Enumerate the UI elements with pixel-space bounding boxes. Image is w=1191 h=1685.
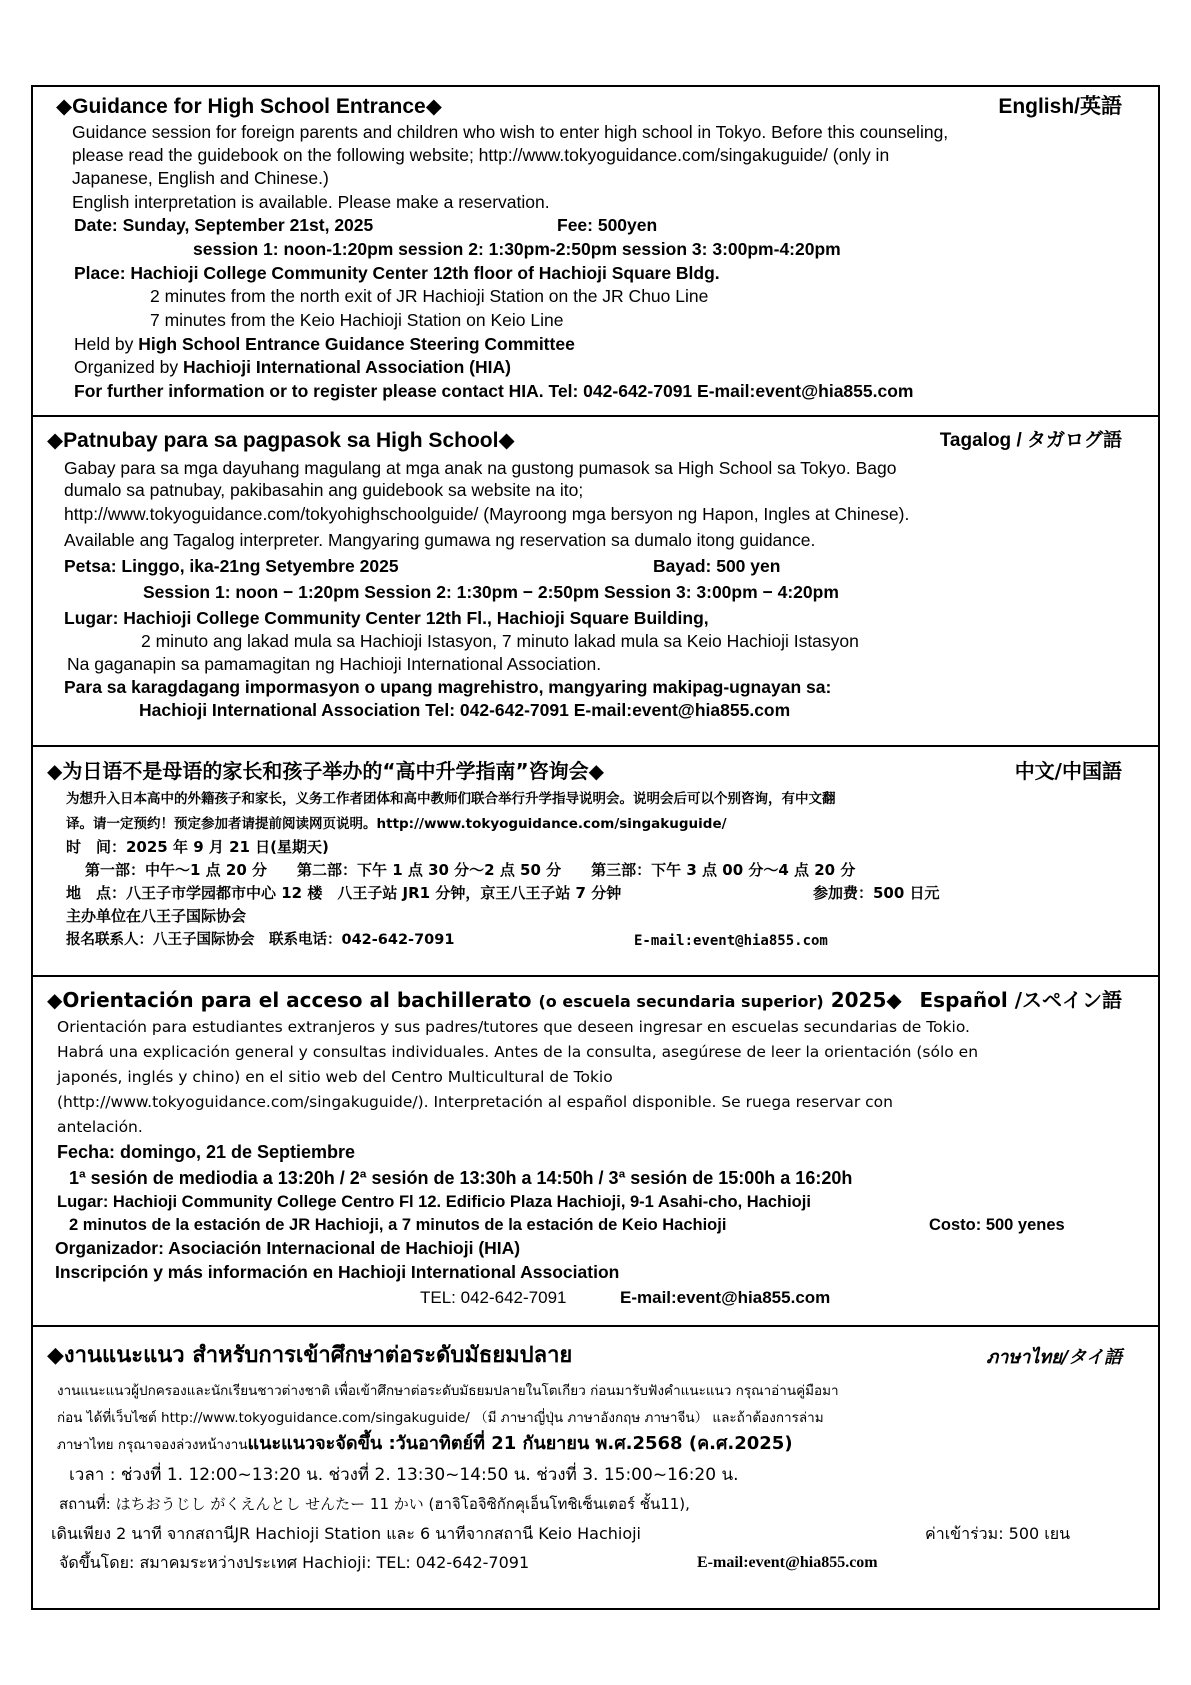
contact-info: Hachioji International Association Tel: 042-642-7091 E-mail:event@hia855.com: [139, 700, 791, 720]
title-main: ◆Orientación para el acceso al bachillerato: [47, 988, 539, 1012]
event-date: Date: Sunday, September 21st, 2025: [74, 215, 374, 235]
title-note: (o escuela secundaria superior): [538, 992, 824, 1011]
contact-email: E-mail:event@hia855.com: [634, 933, 828, 949]
organizer: Organizador: Asociación Internacional de Hachioji (HIA): [55, 1238, 521, 1258]
description-line: (http://www.tokyoguidance.com/singakuguide/). Interpretación al español disponible. Se ruega reservar con: [57, 1093, 893, 1111]
language-label: Tagalog / タガログ語: [939, 430, 1122, 451]
document-frame: [31, 85, 1160, 1610]
session-times: Session 1: noon − 1:20pm Session 2: 1:30pm − 2:50pm Session 3: 3:00pm − 4:20pm: [143, 582, 839, 602]
contact-tel: TEL: 042-642-7091: [420, 1288, 567, 1307]
description-line: English interpretation is available. Please make a reservation.: [72, 192, 550, 212]
held-by: [74, 336, 575, 354]
host: 主办单位在八王子国际协会: [66, 907, 247, 925]
session-times: 1ª sesión de mediodia a 13:20h / 2ª sesión de 13:30h a 14:50h / 3ª sesión de 15:00h a 16:20h: [69, 1168, 853, 1188]
event-fee: Bayad: 500 yen: [653, 556, 781, 576]
contact-email: E-mail:event@hia855.com: [697, 1554, 878, 1571]
description-line: Guidance session for foreign parents and children who wish to enter high school in Tokyo. Before this counseling,: [72, 122, 949, 142]
description-line: 译。请一定预约！预定参加者请提前阅读网页说明。http://www.tokyoguidance.com/singakuguide/: [66, 816, 727, 832]
description-line: 为想升入日本高中的外籍孩子和家长，义务工作者团体和高中教师们联合举行升学指导说明会。说明会后可以个别咨询，有中文翻: [66, 791, 836, 807]
description-line: Available ang Tagalog interpreter. Mangyaring gumawa ng reservation sa dumalo itong guidance.: [64, 530, 816, 550]
held-by-prefix: Held by: [74, 334, 139, 354]
section-title: [47, 990, 902, 1010]
event-fee: Fee: 500yen: [557, 215, 658, 235]
session-times: session 1: noon-1:20pm session 2: 1:30pm-2:50pm session 3: 3:00pm-4:20pm: [193, 239, 841, 259]
description-line: Habrá una explicación general y consultas individuales. Antes de la consulta, asegúrese de leer la orientación (sólo en: [57, 1043, 979, 1061]
event-place: สถานที่: はちおうじし がくえんとし せんたー 11 かい (ฮาจิโอจิซิกักคุเอ็นโทชิเซ็นเตอร์ ชั้น11),: [59, 1495, 690, 1513]
section-title: ◆งานแนะแนว สำหรับการเข้าศึกษาต่อระดับมัธยมปลาย: [47, 1343, 573, 1368]
description-line: ก่อน ได้ที่เว็บไซต์ http://www.tokyoguidance.com/singakuguide/ （มี ภาษาญี่ปุ่น ภาษาอังกฤษ ภาษาจีน） และถ้าต้องการล่าม: [57, 1410, 824, 1426]
description-line: dumalo sa patnubay, pakibasahin ang guidebook sa website na ito;: [64, 480, 584, 500]
registration-info: Inscripción y más información en Hachioji International Association: [55, 1262, 620, 1282]
direction-line: 2 minutes from the north exit of JR Hachioji Station on the JR Chuo Line: [150, 286, 709, 306]
event-date: Fecha: domingo, 21 de Septiembre: [57, 1142, 356, 1162]
language-label: English/英語: [998, 95, 1122, 118]
event-fee: ค่าเข้าร่วม: 500 เยน: [925, 1524, 1071, 1543]
language-label: ภาษาไทย/タイ語: [986, 1347, 1122, 1368]
organized-by: [74, 359, 511, 377]
description-line: Japanese, English and Chinese.): [72, 168, 329, 188]
description-line: please read the guidebook on the following website; http://www.tokyoguidance.com/singakuguide/ (only in: [72, 145, 890, 165]
section-title: ◆为日语不是母语的家长和孩子举办的“高中升学指南”咨询会◆: [47, 759, 605, 783]
held-by: Na gaganapin sa pamamagitan ng Hachioji International Association.: [67, 654, 602, 674]
direction-line: 2 minutos de la estación de JR Hachioji, a 7 minutos de la estación de Keio Hachioji: [69, 1216, 727, 1234]
section-english: [33, 87, 1158, 417]
section-title: ◆Patnubay para sa pagpasok sa High School◆: [47, 429, 515, 452]
event-place: 地 点：八王子市学园都市中心 12 楼 八王子站 JR1 分钟，京王八王子站 7 分钟: [66, 884, 622, 902]
event-date: Petsa: Linggo, ika-21ng Setyembre 2025: [64, 556, 399, 576]
contact-info: 报名联系人：八王子国际协会 联系电话：042-642-7091: [66, 932, 455, 948]
description-line: [57, 1435, 793, 1453]
event-date: แนะแนวจะจัดขึ้น :วันอาทิตย์ที่ 21 กันยายน พ.ศ.2568 (ค.ศ.2025): [247, 1433, 793, 1454]
description-line: http://www.tokyoguidance.com/tokyohighschoolguide/ (Mayroong mga bersyon ng Hapon, Ingles at Chinese).: [64, 504, 910, 524]
event-place: Place: Hachioji College Community Center 12th floor of Hachioji Square Bldg.: [74, 263, 720, 283]
description-line: งานแนะแนวผู้ปกครองและนักเรียนชาวต่างชาติ เพื่อเข้าศึกษาต่อระดับมัธยมปลายในโตเกียว ก่อนมารับฟังคำแนะแนว กรุณาอ่านคู่มือมา: [57, 1383, 839, 1399]
description-line: antelación.: [57, 1118, 143, 1136]
event-fee: 参加费：500 日元: [813, 884, 940, 902]
organizer: จัดขึ้นโดย: สมาคมระหว่างประเทศ Hachioji: TEL: 042-642-7091: [59, 1553, 530, 1572]
event-place: Lugar: Hachioji College Community Center 12th Fl., Hachioji Square Building,: [64, 608, 709, 628]
section-tagalog: [33, 417, 1158, 747]
section-title: ◆Guidance for High School Entrance◆: [56, 95, 442, 118]
language-label: Español /スペイン語: [919, 988, 1122, 1012]
contact-info: For further information or to register please contact HIA. Tel: 042-642-7091 E-mail:event@hia855.com: [74, 381, 914, 401]
session-times: 第一部：中午～1 点 20 分 第二部：下午 1 点 30 分～2 点 50 分 第三部：下午 3 点 00 分～4 点 20 分: [85, 861, 856, 879]
direction-line: 7 minutes from the Keio Hachioji Station on Keio Line: [150, 310, 564, 330]
organized-by-prefix: Organized by: [74, 357, 183, 377]
session-times: เวลา : ช่วงที่ 1. 12:00~13:20 น. ช่วงที่ 2. 13:30~14:50 น. ช่วงที่ 3. 15:00~16:20 น.: [69, 1465, 739, 1485]
event-fee: Costo: 500 yenes: [929, 1216, 1065, 1234]
language-label: 中文/中国語: [1014, 759, 1122, 783]
held-by-name: High School Entrance Guidance Steering Committee: [138, 334, 575, 354]
title-end: 2025◆: [823, 988, 902, 1012]
description-line: Orientación para estudiantes extranjeros y sus padres/tutores que deseen ingresar en escuelas secundarias de Tokio.: [57, 1018, 970, 1036]
direction-line: 2 minuto ang lakad mula sa Hachioji Istasyon, 7 minuto lakad mula sa Keio Hachioji Istasyon: [141, 631, 859, 651]
description-line: Gabay para sa mga dayuhang magulang at mga anak na gustong pumasok sa High School sa Tokyo. Bago: [64, 458, 897, 478]
description-prefix: ภาษาไทย กรุณาจองล่วงหน้างาน: [57, 1437, 248, 1453]
contact-email: E-mail:event@hia855.com: [620, 1288, 831, 1307]
section-spanish: [33, 977, 1158, 1327]
description-line: japonés, inglés y chino) en el sitio web del Centro Multicultural de Tokio: [57, 1068, 613, 1086]
organized-by-name: Hachioji International Association (HIA): [182, 357, 511, 377]
contact-info: Para sa karagdagang impormasyon o upang magrehistro, mangyaring makipag-ugnayan sa:: [64, 677, 832, 697]
section-chinese: [33, 747, 1158, 977]
direction-line: เดินเพียง 2 นาที จากสถานีJR Hachioji Station และ 6 นาทีจากสถานี Keio Hachioji: [51, 1524, 641, 1543]
section-thai: [33, 1327, 1158, 1610]
event-date: 时 间：2025 年 9 月 21 日(星期天): [66, 838, 329, 856]
event-place: Lugar: Hachioji Community College Centro Fl 12. Edificio Plaza Hachioji, 9-1 Asahi-cho, Hachioji: [57, 1193, 811, 1211]
